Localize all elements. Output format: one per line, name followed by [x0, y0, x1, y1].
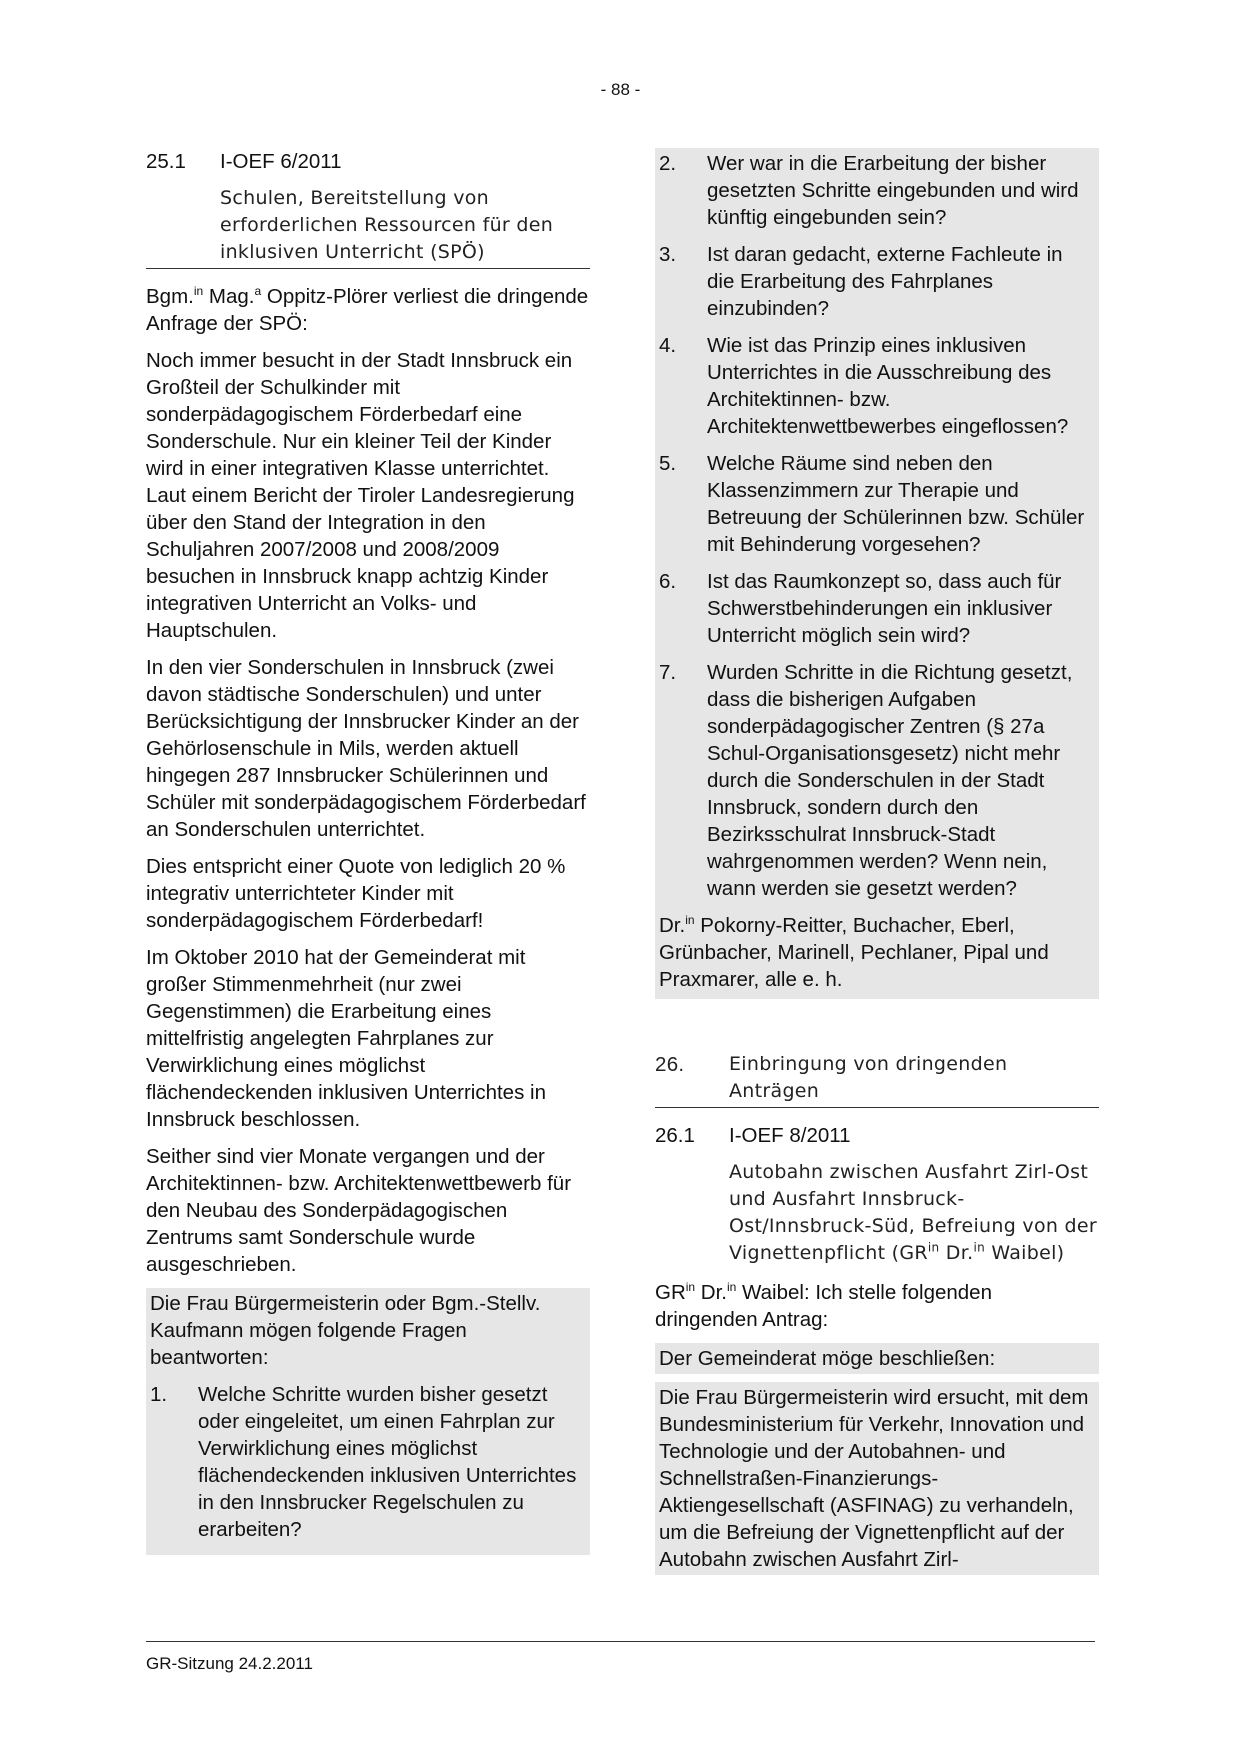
question-item — [659, 332, 1095, 440]
right-column — [655, 148, 1099, 1575]
question-text: Welche Räume sind neben den Klassenzimmern zur Therapie und Betreuung der Schülerinnen bzw. Schüler mit Behinderung vorgesehen? — [707, 452, 1085, 556]
question-number: 1. — [150, 1383, 168, 1406]
question-text: Wer war in die Erarbeitung der bisher gesetzten Schritte eingebunden und wird künftig eingebunden sein? — [707, 152, 1079, 229]
item-code: I-OEF 8/2011 — [729, 1124, 851, 1147]
question-list — [659, 150, 1095, 902]
question-number: 7. — [659, 661, 677, 684]
questions-block — [146, 1288, 590, 1555]
motion-text: Die Frau Bürgermeisterin wird ersucht, mit dem Bundesministerium für Verkehr, Innovation und Technologie und der Autobahnen- und Schnellstraßen-Finanzierungs-Aktiengesellschaft (ASFINAG) zu verhandeln, um die Befreiung der Vignettenpflicht auf der Autobahn zwischen Ausfahrt Zirl- — [655, 1382, 1099, 1575]
question-text: Welche Schritte wurden bisher gesetzt oder eingeleitet, um einen Fahrplan zur Verwirklichung eines möglichst flächendeckenden inklusiven Unterrichtes in den Innsbrucker Regelschulen zu erarbeiten? — [198, 1383, 577, 1541]
section-header — [655, 1051, 1099, 1108]
item-title: Autobahn zwischen Ausfahrt Zirl-Ost und Ausfahrt Innsbruck-Ost/Innsbruck-Süd, Befreiung von der Vignettenpflicht ($GR^{in}$ Dr.$^{in}$ Waibel) — [729, 1161, 1098, 1264]
left-column — [146, 148, 590, 1555]
item-title: Schulen, Bereitstellung von erforderlichen Ressourcen für den inklusiven Unterricht (SPÖ) — [220, 187, 554, 263]
question-number: 6. — [659, 570, 677, 593]
motion-intro: $GR^{in}$ Dr.$^{in}$ Waibel: Ich stelle folgenden dringenden Antrag: — [655, 1280, 992, 1331]
question-item — [659, 568, 1095, 649]
item-code: I-OEF 6/2011 — [220, 150, 342, 173]
body-paragraph-3: Dies entspricht einer Quote von lediglich 20 % integrativ unterrichteter Kinder mit sonderpädagogischem Förderbedarf! — [146, 855, 566, 932]
signers: Dr.$^{in}$ Pokorny-Reitter, Buchacher, Eberl, Grünbacher, Marinell, Pechlaner, Pipal und Praxmarer, alle e. h. — [659, 913, 1049, 991]
questions-block-continued — [655, 148, 1099, 999]
questions-intro: Die Frau Bürgermeisterin oder Bgm.-Stellv. Kaufmann mögen folgende Fragen beantworten: — [150, 1292, 541, 1369]
motion-heading: Der Gemeinderat möge beschließen: — [655, 1343, 1099, 1374]
item-number: 26.1 — [655, 1124, 695, 1147]
question-number: 5. — [659, 452, 677, 475]
question-text: Ist das Raumkonzept so, dass auch für Schwerstbehinderungen ein inklusiver Unterricht möglich sein wird? — [707, 570, 1062, 647]
body-paragraph-4: Im Oktober 2010 hat der Gemeinderat mit großer Stimmenmehrheit (nur zwei Gegenstimmen) die Erarbeitung eines mittelfristig angelegten Fahrplanes zur Verwirklichung eines möglichst flächendeckenden inklusiven Unterrichtes in Innsbruck beschlossen. — [146, 946, 546, 1131]
question-item — [150, 1381, 586, 1543]
item-number: 25.1 — [146, 150, 186, 173]
question-item — [659, 241, 1095, 322]
body-paragraph-1: Noch immer besucht in der Stadt Innsbruck ein Großteil der Schulkinder mit sonderpädagogischem Förderbedarf eine Sonderschule. Nur ein kleiner Teil der Kinder wird in einer integrativen Klasse unterrichtet. Laut einem Bericht der Tiroler Landesregierung über den Stand der Integration in den Schuljahren 2007/2008 und 2008/2009 besuchen in Innsbruck knapp achtzig Kinder integrativen Unterricht an Volks- und Hauptschulen. — [146, 349, 575, 642]
body-paragraph-5: Seither sind vier Monate vergangen und der Architektinnen- bzw. Architektenwettbewerb für den Neubau des Sonderpädagogischen Zentrums samt Sonderschule wurde ausgeschrieben. — [146, 1145, 572, 1276]
question-number: 2. — [659, 152, 677, 175]
question-text: Wie ist das Prinzip eines inklusiven Unterrichtes in die Ausschreibung des Architektinnen- bzw. Architektenwettbewerbes eingeflossen? — [707, 334, 1069, 438]
intro-paragraph: Bgm.$^{in}$ Mag.$^a$ Oppitz-Plörer verliest die dringende Anfrage der SPÖ: — [146, 284, 589, 335]
page-footer: GR-Sitzung 24.2.2011 — [146, 1641, 1095, 1677]
body-paragraph-2: In den vier Sonderschulen in Innsbruck (zwei davon städtische Sonderschulen) und unter Berücksichtigung der Innsbrucker Kinder an der Gehörlosenschule in Mils, werden aktuell hingegen 287 Innsbrucker Schülerinnen und Schüler mit sonderpädagogischem Förderbedarf an Sonderschulen unterrichtet. — [146, 656, 586, 841]
question-text: Wurden Schritte in die Richtung gesetzt, dass die bisherigen Aufgaben sonderpädagogischer Zentren (§ 27a Schul-Organisationsgesetz) nicht mehr durch die Sonderschulen in der Stadt Innsbruck, sondern durch den Bezirksschulrat Innsbruck-Stadt wahrgenommen werden? Wenn nein, wann werden sie gesetzt werden? — [707, 661, 1073, 900]
question-text: Ist daran gedacht, externe Fachleute in die Erarbeitung des Fahrplanes einzubinden? — [707, 243, 1063, 320]
page-number: - 88 - — [600, 80, 641, 99]
item-header — [655, 1122, 1099, 1149]
question-item — [659, 150, 1095, 231]
section-title: Einbringung von dringenden Anträgen — [729, 1053, 1008, 1102]
question-number: 4. — [659, 334, 677, 357]
item-title-block — [146, 185, 590, 269]
question-number: 3. — [659, 243, 677, 266]
section-number: 26. — [655, 1053, 685, 1076]
question-item — [659, 659, 1095, 902]
item-header — [146, 148, 590, 175]
question-item — [659, 450, 1095, 558]
